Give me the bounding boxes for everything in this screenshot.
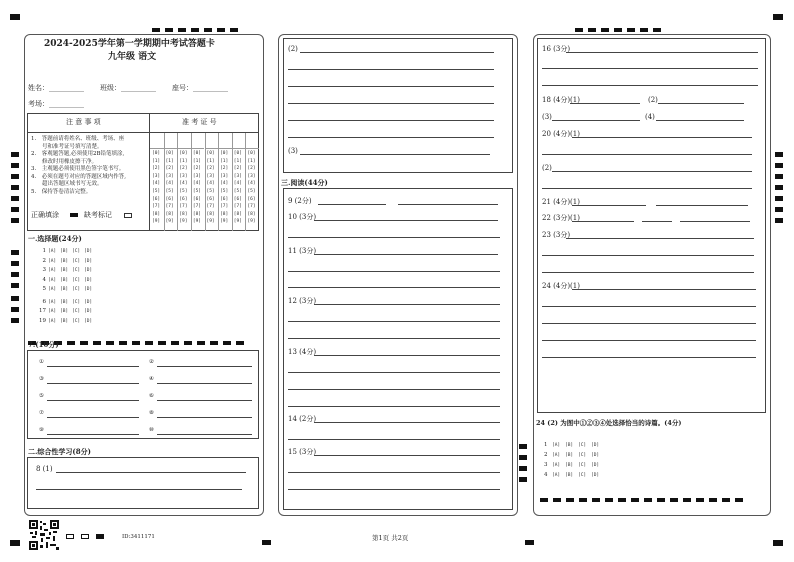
exam-title: 2024-2025学年第一学期期中考试答题卡 [44,39,215,49]
answer-line[interactable] [656,205,748,206]
choice-bubble[interactable]: [C] [578,443,587,448]
exam-id-bubble[interactable]: [1] [165,158,174,164]
choice-bubble[interactable]: [B] [565,453,574,458]
footer-mark [81,534,89,539]
exam-id-bubble[interactable]: [9] [220,219,229,225]
exam-id-bubble[interactable]: [6] [152,196,161,202]
answer-line[interactable] [542,85,758,86]
choice-bubble[interactable]: [C] [72,277,81,283]
choice-bubble[interactable]: [D] [591,473,600,478]
choice-bubble[interactable]: [D] [84,287,93,292]
exam-id-bubble[interactable]: [7] [220,204,229,210]
q16-label: 16 (3分) [542,45,571,53]
choice-number: 2 [544,452,548,458]
exam-id-bubble[interactable]: [5] [220,189,229,194]
exam-id-write-cell[interactable] [218,133,232,149]
choice-bubble[interactable]: [A] [48,299,57,305]
choice-bubble[interactable]: [A] [552,463,561,468]
exam-id-bubble[interactable]: [4] [192,181,202,187]
exam-id-bubble[interactable]: [7] [206,204,215,210]
exam-id-bubble[interactable]: [5] [179,189,188,194]
exam-id-bubble[interactable]: [3] [247,173,256,179]
answer-line[interactable] [318,204,386,205]
notice-heading: 注 意 事 项 [66,118,101,126]
q8-2-label: (2) [288,45,298,53]
choice-bubble[interactable]: [D] [84,277,93,283]
answer-line[interactable] [566,238,754,239]
exam-id-bubble[interactable]: [7] [165,204,174,210]
choice-bubble[interactable]: [C] [72,258,81,264]
choice-number: 4 [42,276,46,283]
q9-label: 9 (2分) [288,197,312,205]
notice-line: 2. 客观题答题,必须使用2B铅笔填涂, [31,151,125,157]
answer-line[interactable] [542,188,752,189]
answer-line[interactable] [288,472,500,473]
exam-id-write-cell[interactable] [164,133,178,149]
answer-line[interactable] [288,321,500,322]
choice-bubble[interactable]: [A] [48,277,57,283]
answer-line[interactable] [300,154,490,155]
answer-line[interactable] [288,287,500,288]
exam-id-bubble[interactable]: [2] [165,166,174,172]
choice-bubble[interactable]: [C] [72,249,81,254]
exam-id-bubble[interactable]: [2] [192,166,202,172]
choice-bubble[interactable]: [D] [591,443,600,448]
corner-mark-tl [10,14,20,20]
notice-line: 4. 必须在题号对应的答题区域内作答, [31,173,126,180]
seat-field[interactable]: 座号：__________ [172,84,228,92]
answer-line[interactable] [157,383,252,384]
answer-line[interactable] [542,255,754,256]
choice-bubble[interactable]: [D] [591,463,600,468]
notice-line: 号和准考证号填写清楚。 [31,143,103,150]
q11-label: 11 (3分) [288,247,317,255]
q14-label: 14 (2分) [288,415,317,423]
choice-bubble[interactable]: [A] [48,287,57,292]
exam-id-bubble[interactable]: [1] [206,158,215,164]
answer-line[interactable] [288,137,494,138]
choice-bubble[interactable]: [A] [48,268,57,273]
exam-id-bubble[interactable]: [6] [179,196,188,202]
footer-mark [96,534,104,539]
exam-id-bubble[interactable]: [8] [179,211,188,217]
exam-id-bubble[interactable]: [9] [247,219,256,225]
choice-bubble[interactable]: [C] [578,473,587,478]
exam-id-bubble[interactable]: [1] [179,158,188,164]
answer-line[interactable] [288,69,494,70]
choice-bubble[interactable]: [B] [60,249,69,254]
answer-line[interactable] [47,400,139,401]
choice-bubble[interactable]: [B] [60,309,69,314]
answer-line[interactable] [47,383,139,384]
exam-id-bubble[interactable]: [4] [179,181,188,187]
exam-id-bubble[interactable]: [9] [206,219,215,225]
exam-id-bubble[interactable]: [3] [192,173,202,179]
answer-line[interactable] [288,338,500,339]
corner-mark-tr [773,14,783,20]
q20-label: 20 (4分)(1) [542,130,580,138]
choice-number: 3 [42,267,46,273]
notice-line: 1. 答题前请将姓名、班级、考场、座 [31,136,125,142]
absent-mark-box[interactable] [124,213,132,218]
exam-id-bubble[interactable]: [8] [192,211,202,217]
exam-id-bubble[interactable]: [1] [220,158,229,164]
answer-line[interactable] [542,272,754,273]
answer-line[interactable] [157,366,252,367]
q12-label: 12 (3分) [288,297,317,305]
exam-id-bubble[interactable]: [4] [220,181,229,187]
notice-line: 超出答题区域书写无效。 [31,181,103,187]
answer-line[interactable] [542,357,756,358]
fill-correct-label: 正确填涂 [31,211,59,219]
answer-line[interactable] [36,489,242,490]
name-field[interactable]: 姓名：__________ [28,84,84,92]
room-field[interactable]: 考场：__________ [28,100,84,108]
notice-list [31,137,126,197]
choice-bubble[interactable]: [A] [48,258,57,264]
q8-label: 8 (1) [36,465,53,473]
choice-bubble[interactable]: [B] [60,277,69,283]
exam-id-write-cell[interactable] [245,133,259,149]
q13-label: 13 (4分) [288,348,317,356]
choice-number: 1 [42,248,46,254]
choice-bubble[interactable]: [D] [84,318,93,324]
q24-2-title: 24 (2) 为图中①②③④处选择恰当的诗篇。(4分) [536,419,682,427]
exam-id-bubble[interactable]: [8] [165,211,174,217]
exam-id-bubble[interactable]: [4] [152,181,161,187]
exam-id-bubble[interactable]: [6] [220,196,229,202]
answer-line[interactable] [288,103,494,104]
answer-line[interactable] [542,340,756,341]
answer-line[interactable] [680,221,750,222]
exam-id-bubble[interactable]: [0] [165,151,174,156]
center-mark-bottom-2 [525,540,534,545]
exam-id-bubble[interactable]: [3] [233,173,242,179]
q18-2-label: (2) [648,96,658,104]
q23-label: 23 (3分) [542,231,571,239]
exam-id-bubble[interactable]: [5] [192,189,202,194]
q15-label: 15 (3分) [288,448,317,456]
exam-id-bubble[interactable]: [2] [152,166,161,172]
answer-line[interactable] [566,52,758,53]
exam-id-bubble[interactable]: [6] [247,196,256,202]
answer-line[interactable] [288,489,500,490]
q7-blank-label: ② [149,359,154,365]
answer-line[interactable] [288,86,494,87]
page-number: 第1页 共2页 [372,534,409,542]
exam-id-bubble[interactable]: [1] [152,158,161,164]
q7-title: 7.(10分) [28,340,59,349]
exam-id-bubble[interactable]: [6] [165,196,174,202]
answer-line[interactable] [542,154,752,155]
choice-bubble[interactable]: [C] [72,309,81,314]
exam-id-write-cell[interactable] [177,133,191,149]
exam-id-write-cell[interactable] [191,133,205,149]
answer-line[interactable] [314,304,500,305]
exam-id-bubble[interactable]: [5] [206,189,215,194]
exam-id-write-cell[interactable] [232,133,246,149]
exam-id-bubble[interactable]: [0] [220,151,229,156]
q7-blank-label: ① [39,359,44,365]
answer-line[interactable] [572,289,756,290]
choice-bubble[interactable]: [B] [60,268,69,273]
separator-marks-3 [540,487,748,491]
answer-line[interactable] [288,389,500,390]
choice-number: 3 [544,462,548,468]
q8-3-label: (3) [288,147,298,155]
q7-blank-label: ⑥ [149,393,154,399]
answer-line[interactable] [542,306,756,307]
separator-marks-1 [28,330,249,334]
exam-id-bubble[interactable]: [9] [233,219,242,225]
q7-blank-label: ④ [149,376,154,382]
exam-id-bubble[interactable]: [5] [165,189,174,194]
q7-blank-label: ⑨ [39,427,44,433]
exam-id-bubble[interactable]: [5] [233,189,242,194]
exam-id-bubble[interactable]: [2] [220,166,229,172]
choice-bubble[interactable]: [D] [84,258,93,264]
notice-line: 修改时用橡皮擦干净。 [31,158,98,165]
exam-id-bubble[interactable]: [2] [206,166,215,172]
exam-id-write-cell[interactable] [150,133,164,149]
exam-id-bubble[interactable]: [7] [152,204,161,210]
q21-label: 21 (4分)(1) [542,198,580,206]
exam-id-bubble[interactable]: [0] [192,151,202,156]
q24-label: 24 (4分)(1) [542,282,580,290]
q10-label: 10 (3分) [288,213,317,221]
choice-bubble[interactable]: [B] [565,443,574,448]
qr-code [29,520,59,550]
answer-line[interactable] [56,472,246,473]
exam-id-bubble[interactable]: [4] [206,181,215,187]
choice-number: 6 [42,298,46,305]
q7-blank-label: ⑦ [39,410,44,416]
exam-id-bubble[interactable]: [7] [233,204,242,210]
absent-mark-label: 缺考标记 [84,211,112,219]
exam-id-bubble[interactable]: [8] [247,211,256,217]
exam-id-bubble[interactable]: [6] [206,196,215,202]
answer-line[interactable] [47,434,139,435]
exam-id-bubble[interactable]: [8] [233,211,242,217]
q18-3-label: (3) [542,113,552,121]
exam-id-bubble[interactable]: [7] [179,204,188,210]
corner-mark-br [773,540,783,546]
answer-line[interactable] [642,221,672,222]
section2-title: 二.综合性学习(8分) [28,447,91,456]
answer-line[interactable] [288,271,500,272]
q7-blank-label: ⑧ [149,410,154,416]
exam-id-bubble[interactable]: [0] [233,151,242,156]
exam-id-grid [150,133,259,231]
q20-2-label: (2) [542,164,552,172]
answer-line[interactable] [542,68,758,69]
choice-bubble[interactable]: [A] [48,249,57,254]
answer-line[interactable] [47,366,139,367]
choice-bubble[interactable]: [A] [48,318,57,324]
choice-bubble[interactable]: [C] [72,318,81,324]
exam-id-bubble[interactable]: [3] [220,173,229,179]
answer-line[interactable] [314,455,500,456]
q7-blank-label: ③ [39,376,44,382]
notice-line: 3. 主观题必须使用黑色签字笔书写。 [31,166,125,172]
choice-bubble[interactable]: [D] [84,249,93,254]
class-field[interactable]: 班级：__________ [100,84,156,92]
exam-id-bubble[interactable]: [4] [247,181,256,187]
answer-line[interactable] [572,221,634,222]
choice-number: 2 [42,257,46,264]
answer-line[interactable] [300,52,494,53]
corner-mark-bl [10,540,20,546]
choice-bubble[interactable]: [B] [60,299,69,305]
exam-id-bubble[interactable]: [1] [247,158,256,164]
footer-mark [66,534,74,539]
exam-id-bubble[interactable]: [5] [152,189,161,194]
exam-id-bubble[interactable]: [8] [220,211,229,217]
answer-line[interactable] [314,254,498,255]
q22-label: 22 (3分)(1) [542,214,580,222]
answer-line[interactable] [288,406,500,407]
exam-id-bubble[interactable]: [9] [192,219,202,225]
choice-bubble[interactable]: [D] [84,268,93,273]
top-timing-marks [152,17,243,21]
exam-id-bubble[interactable]: [8] [206,211,215,217]
exam-id-bubble[interactable]: [3] [152,173,161,179]
choice-bubble[interactable]: [B] [60,318,69,324]
choice-bubble[interactable]: [B] [60,287,69,292]
exam-id-bubble[interactable]: [9] [152,219,161,225]
notice-line: 5. 保持答卷清洁完整。 [31,188,92,195]
exam-id-heading: 准 考 证 号 [182,118,217,126]
exam-id-bubble[interactable]: [0] [179,151,188,156]
answer-line[interactable] [572,205,646,206]
answer-line[interactable] [157,434,252,435]
choice-bubble[interactable]: [C] [72,287,81,292]
choice-number: 1 [544,442,548,448]
choice-bubble[interactable]: [C] [578,453,587,458]
exam-id-bubble[interactable]: [0] [152,151,161,156]
answer-line[interactable] [572,137,752,138]
exam-id-bubble[interactable]: [6] [233,196,242,202]
choice-number: 17 [39,308,46,314]
answer-line[interactable] [542,323,756,324]
answer-line[interactable] [47,417,139,418]
exam-id-bubble[interactable]: [4] [233,181,242,187]
choice-bubble[interactable]: [D] [84,309,93,314]
exam-id-bubble[interactable]: [3] [179,173,188,179]
center-mark-bottom [262,540,271,545]
exam-id-bubble[interactable]: [0] [206,151,215,156]
exam-id-bubble[interactable]: [7] [247,204,256,210]
answer-line[interactable] [288,120,494,121]
q18-label: 18 (4分)(1) [542,96,580,104]
choice-bubble[interactable]: [B] [565,473,574,478]
q7-box [27,350,259,439]
answer-line[interactable] [288,372,500,373]
exam-id-bubble[interactable]: [9] [165,219,174,225]
choice-number: 19 [39,317,46,324]
answer-line[interactable] [157,400,252,401]
exam-id-bubble[interactable]: [7] [192,204,202,210]
answer-line[interactable] [570,103,640,104]
exam-id-bubble[interactable]: [1] [233,158,242,164]
answer-line[interactable] [398,204,498,205]
top-timing-marks-right [575,17,666,21]
q8-box [27,457,259,509]
q7-blank-label: ⑩ [149,427,154,433]
exam-id-bubble[interactable]: [2] [179,166,188,172]
choice-bubble[interactable]: [A] [48,309,57,314]
exam-id-write-cell[interactable] [205,133,219,149]
exam-id-bubble[interactable]: [5] [247,189,256,194]
q18-4-label: (4) [645,113,655,121]
choice-number: 4 [544,472,548,478]
choice-bubble[interactable]: [B] [60,258,69,264]
answer-line[interactable] [314,220,498,221]
choice-number: 5 [42,286,46,292]
answer-line[interactable] [314,422,500,423]
exam-id-bubble[interactable]: [1] [192,158,202,164]
choice-bubble[interactable]: [D] [591,453,600,458]
exam-id-bubble[interactable]: [3] [206,173,215,179]
choice-bubble[interactable]: [B] [565,463,574,468]
exam-id-bubble[interactable]: [6] [192,196,202,202]
choice-bubble[interactable]: [C] [578,463,587,468]
section1-title: 一.选择题(24分) [28,234,82,243]
exam-id-bubble[interactable]: [4] [165,181,174,187]
answer-line[interactable] [552,120,640,121]
exam-id-bubble[interactable]: [2] [247,166,256,172]
exam-id-bubble[interactable]: [8] [152,211,161,217]
answer-line[interactable] [314,355,500,356]
choice-bubble[interactable]: [C] [72,268,81,273]
exam-subtitle: 九年级 语文 [108,52,157,62]
fill-correct-sample [70,213,78,217]
answer-line[interactable] [157,417,252,418]
choice-bubble[interactable]: [D] [84,299,93,305]
answer-line[interactable] [288,237,500,238]
q8-continue-box [283,38,513,173]
exam-id-bubble[interactable]: [0] [247,151,256,156]
choice-bubble[interactable]: [A] [552,443,561,448]
choice-bubble[interactable]: [C] [72,299,81,305]
choice-bubble[interactable]: [A] [552,473,561,478]
answer-line[interactable] [658,103,744,104]
section3-title: 三.阅读(44分) [281,178,328,187]
sheet-id: ID:3411171 [122,534,155,540]
exam-id-bubble[interactable]: [2] [233,166,242,172]
exam-id-bubble[interactable]: [3] [165,173,174,179]
answer-line[interactable] [552,171,752,172]
exam-id-bubble[interactable]: [9] [179,219,188,225]
choice-bubble[interactable]: [A] [552,453,561,458]
answer-line[interactable] [656,120,744,121]
answer-line[interactable] [288,439,500,440]
q7-blank-label: ⑤ [39,393,44,399]
